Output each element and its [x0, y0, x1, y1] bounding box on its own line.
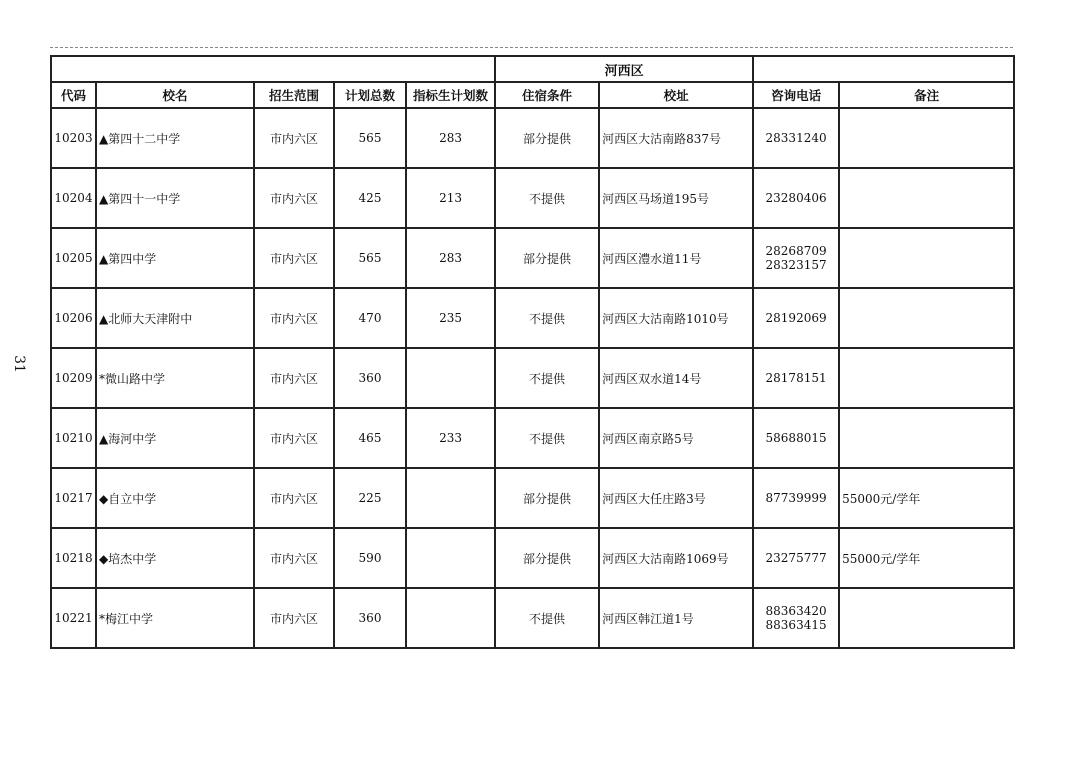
table-row — [51, 108, 1014, 168]
phone-number-2: 28323157 — [765, 258, 827, 272]
cell-scope: 市内六区 — [254, 588, 334, 648]
cell-total: 465 — [334, 408, 406, 468]
cell-total: 565 — [334, 108, 406, 168]
cell-note — [839, 348, 1014, 408]
cell-lodging: 不提供 — [495, 288, 599, 348]
phone-number: 28192069 — [765, 311, 827, 325]
phone-number: 87739999 — [765, 491, 827, 505]
cell-address: 河西区澧水道11号 — [599, 228, 753, 288]
cell-name: ◆培杰中学 — [96, 528, 254, 588]
cell-note — [839, 108, 1014, 168]
cell-total: 470 — [334, 288, 406, 348]
phone-number: 23275777 — [765, 551, 827, 565]
cell-phone — [753, 348, 839, 408]
cell-quota — [406, 588, 495, 648]
cell-scope: 市内六区 — [254, 528, 334, 588]
cell-scope: 市内六区 — [254, 108, 334, 168]
phone-number: 23280406 — [765, 191, 827, 205]
cell-scope: 市内六区 — [254, 228, 334, 288]
cell-note — [839, 408, 1014, 468]
cell-address: 河西区大沽南路837号 — [599, 108, 753, 168]
cell-lodging: 部分提供 — [495, 528, 599, 588]
cell-name: *微山路中学 — [96, 348, 254, 408]
cell-phone — [753, 168, 839, 228]
cell-address: 河西区韩江道1号 — [599, 588, 753, 648]
cell-code: 10217 — [51, 468, 96, 528]
cell-quota — [406, 348, 495, 408]
cell-name: ▲第四十二中学 — [96, 108, 254, 168]
cell-total: 225 — [334, 468, 406, 528]
cell-code: 10210 — [51, 408, 96, 468]
cell-lodging: 不提供 — [495, 348, 599, 408]
cell-total: 590 — [334, 528, 406, 588]
cell-phone — [753, 528, 839, 588]
cell-note — [839, 228, 1014, 288]
cell-lodging: 部分提供 — [495, 468, 599, 528]
cell-note: 55000元/学年 — [839, 468, 1014, 528]
table-row — [51, 288, 1014, 348]
district-title: 河西区 — [495, 56, 753, 82]
district-spacer — [753, 56, 1014, 82]
cell-phone — [753, 228, 839, 288]
cell-code: 10218 — [51, 528, 96, 588]
cell-scope: 市内六区 — [254, 468, 334, 528]
district-row — [51, 56, 1014, 82]
cell-note — [839, 168, 1014, 228]
cell-phone — [753, 468, 839, 528]
cell-quota — [406, 528, 495, 588]
page-number: 31 — [10, 355, 27, 373]
cell-quota: 233 — [406, 408, 495, 468]
scan-line — [50, 47, 1013, 48]
cell-address: 河西区大沽南路1069号 — [599, 528, 753, 588]
cell-name: ▲北师大天津附中 — [96, 288, 254, 348]
district-spacer — [51, 56, 495, 82]
cell-lodging: 不提供 — [495, 168, 599, 228]
cell-lodging: 不提供 — [495, 588, 599, 648]
cell-scope: 市内六区 — [254, 408, 334, 468]
cell-name: *梅江中学 — [96, 588, 254, 648]
phone-number: 28331240 — [765, 131, 827, 145]
cell-address: 河西区马场道195号 — [599, 168, 753, 228]
cell-code: 10209 — [51, 348, 96, 408]
cell-phone — [753, 408, 839, 468]
cell-quota: 213 — [406, 168, 495, 228]
cell-scope: 市内六区 — [254, 168, 334, 228]
cell-scope: 市内六区 — [254, 348, 334, 408]
column-header: 计划总数 — [334, 82, 406, 108]
cell-phone — [753, 288, 839, 348]
cell-address: 河西区大任庄路3号 — [599, 468, 753, 528]
table-row — [51, 468, 1014, 528]
table-row — [51, 348, 1014, 408]
cell-note — [839, 288, 1014, 348]
table-row — [51, 528, 1014, 588]
phone-number: 28268709 — [765, 244, 827, 258]
column-header: 住宿条件 — [495, 82, 599, 108]
cell-code: 10204 — [51, 168, 96, 228]
column-header: 校址 — [599, 82, 753, 108]
cell-quota — [406, 468, 495, 528]
cell-total: 425 — [334, 168, 406, 228]
phone-number: 88363420 — [765, 604, 827, 618]
header-row — [51, 82, 1014, 108]
school-table — [50, 55, 1015, 649]
cell-lodging: 部分提供 — [495, 108, 599, 168]
phone-number: 28178151 — [765, 371, 827, 385]
column-header: 咨询电话 — [753, 82, 839, 108]
cell-note: 55000元/学年 — [839, 528, 1014, 588]
cell-name: ▲第四十一中学 — [96, 168, 254, 228]
column-header: 备注 — [839, 82, 1014, 108]
table-row — [51, 168, 1014, 228]
table-row — [51, 228, 1014, 288]
cell-name: ▲海河中学 — [96, 408, 254, 468]
cell-code: 10221 — [51, 588, 96, 648]
cell-total: 565 — [334, 228, 406, 288]
cell-quota: 283 — [406, 108, 495, 168]
cell-phone — [753, 588, 839, 648]
table-row — [51, 588, 1014, 648]
table-row — [51, 408, 1014, 468]
cell-lodging: 部分提供 — [495, 228, 599, 288]
cell-name: ▲第四中学 — [96, 228, 254, 288]
column-header: 招生范围 — [254, 82, 334, 108]
cell-total: 360 — [334, 588, 406, 648]
cell-code: 10206 — [51, 288, 96, 348]
cell-quota: 235 — [406, 288, 495, 348]
cell-total: 360 — [334, 348, 406, 408]
cell-address: 河西区大沽南路1010号 — [599, 288, 753, 348]
cell-code: 10203 — [51, 108, 96, 168]
phone-number: 58688015 — [765, 431, 827, 445]
cell-scope: 市内六区 — [254, 288, 334, 348]
cell-name: ◆自立中学 — [96, 468, 254, 528]
cell-quota: 283 — [406, 228, 495, 288]
cell-address: 河西区南京路5号 — [599, 408, 753, 468]
cell-code: 10205 — [51, 228, 96, 288]
column-header: 代码 — [51, 82, 96, 108]
column-header: 校名 — [96, 82, 254, 108]
phone-number-2: 88363415 — [765, 618, 827, 632]
column-header: 指标生计划数 — [406, 82, 495, 108]
cell-address: 河西区双水道14号 — [599, 348, 753, 408]
cell-phone — [753, 108, 839, 168]
cell-lodging: 不提供 — [495, 408, 599, 468]
cell-note — [839, 588, 1014, 648]
